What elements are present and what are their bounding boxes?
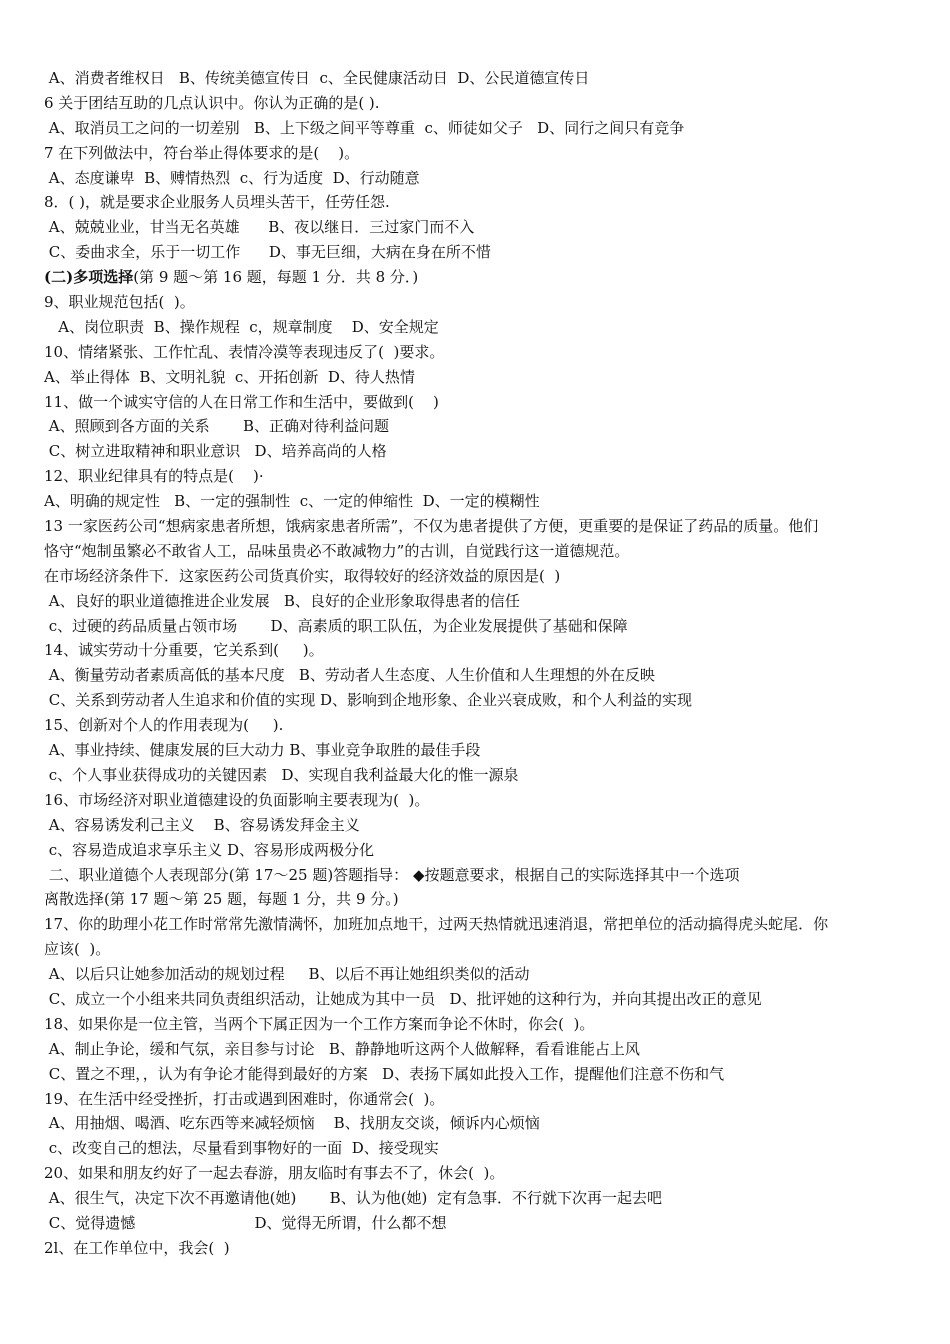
text-line: A、举止得体 B、文明礼貌 c、开拓创新 D、待人热情 bbox=[44, 367, 415, 386]
section-heading-note: (第 9 题～第 16 题，每题 1 分．共 8 分．) bbox=[133, 268, 419, 287]
text-line: C、觉得遗憾 D、觉得无所谓，什么都不想 bbox=[44, 1213, 447, 1232]
text-line: A、很生气，决定下次不再邀请他(她) B、认为他(她) 定有急事．不行就下次再一起去吧 bbox=[44, 1189, 662, 1208]
text-line: 2l、在工作单位中，我会( ) bbox=[44, 1238, 230, 1257]
text-line: C、成立一个小组来共同负责组织活动，让她成为其中一员 D、批评她的这种行为，并向其提出改正的意见 bbox=[44, 989, 762, 1008]
text-line: 19、在生活中经受挫折，打击或遇到困难时，你通常会( )。 bbox=[44, 1089, 445, 1108]
text-line bbox=[44, 265, 922, 290]
text-line: A、衡量劳动者素质高低的基本尺度 B、劳动者人生态度、人生价值和人生理想的外在反映 bbox=[44, 666, 655, 685]
text-line: C、树立进取精神和职业意识 D、培养高尚的人格 bbox=[44, 442, 387, 461]
text-line: 20、如果和朋友约好了一起去春游，朋友临时有事去不了，休会( )。 bbox=[44, 1164, 505, 1183]
text-line: 在市场经济条件下．这家医药公司货真价实，取得较好的经济效益的原因是( ) bbox=[44, 566, 561, 585]
text-line: 17、你的助理小花工作时常常先激情满怀，加班加点地干，过两天热情就迅速消退，常把单位的活动搞得虎头蛇尾．你 bbox=[44, 915, 829, 934]
text-line: 15、创新对个人的作用表现为( ). bbox=[44, 716, 284, 735]
text-line: 16、市场经济对职业道德建设的负面影响主要表现为( )。 bbox=[44, 790, 430, 809]
text-line: 18、如果你是一位主管，当两个下属正因为一个工作方案而争论不休时，你会( )。 bbox=[44, 1014, 595, 1033]
text-line: A、取消员工之问的一切差别 B、上下级之间平等尊重 c、师徒如父子 D、同行之间只有竞争 bbox=[44, 118, 685, 137]
text-line: 7 在下列做法中，符台举止得体要求的是( )。 bbox=[44, 143, 360, 162]
text-line: A、岗位职责 B、操作规程 c，规章制度 D、安全规定 bbox=[44, 317, 439, 336]
text-line: A、兢兢业业，甘当无名英雄 B、夜以继日．三过家门而不入 bbox=[44, 218, 475, 237]
text-line: 离散选择(第 17 题～第 25 题，每题 1 分，共 9 分。) bbox=[44, 890, 399, 909]
text-line: C、关系到劳动者人生追求和价值的实现 D、影响到企地形象、企业兴衰成败，和个人利益的实现 bbox=[44, 691, 693, 710]
text-line: A、事业持续、健康发展的巨大动力 B、事业竞争取胜的最佳手段 bbox=[44, 741, 481, 760]
text-line: 8．( )，就是要求企业服务人员埋头苦干，任劳任怨. bbox=[44, 193, 390, 212]
text-line: 12、职业纪律具有的特点是( )· bbox=[44, 467, 264, 486]
text-line: 13 一家医药公司“想病家患者所想，饿病家患者所需”，不仅为患者提供了方便，更重要的是保证了药品的质量。他们 bbox=[44, 517, 819, 536]
text-line: C、委曲求全，乐于一切工作 D、事无巨细，大病在身在所不惜 bbox=[44, 243, 491, 262]
text-line: A、消费者维权日 B、传统美德宣传日 c、全民健康活动日 D、公民道德宣传日 bbox=[44, 69, 590, 87]
text-line: A、态度谦卑 B、赙情热烈 c、行为适度 D、行动随意 bbox=[44, 168, 420, 187]
text-line: A、容易诱发利己主义 B、容易诱发拜金主义 bbox=[44, 815, 360, 834]
text-line: 二、职业道德个人表现部分(第 17～25 题)答题指导： ◆按题意要求，根据自己的实际选择其中一个选项 bbox=[44, 865, 740, 884]
text-line: 10、情绪紧张、工作忙乱、表情冷漠等表现违反了( )要求。 bbox=[44, 342, 445, 361]
text-line: c、改变自己的想法，尽量看到事物好的一面 D、接受现实 bbox=[44, 1139, 439, 1158]
text-line: c、过硬的药品质量占领市场 D、高素质的职工队伍，为企业发展提供了基础和保障 bbox=[44, 616, 628, 635]
text-line: c、个人事业获得成功的关键因素 D、实现自我利益最大化的惟一源泉 bbox=[44, 765, 519, 784]
text-line: C、置之不理，，认为有争论才能得到最好的方案 D、表扬下属如此投入工作，提醒他们注意不伤和气 bbox=[44, 1064, 725, 1083]
text-line: 14、诚实劳动十分重要，它关系到( )。 bbox=[44, 641, 324, 660]
text-line: A、制止争论，缓和气氛，亲目参与讨论 B、静静地听这两个人做解释，看看谁能占上风 bbox=[44, 1039, 640, 1058]
text-line: A、明确的规定性 B、一定的强制性 c、一定的伸缩性 D、一定的模糊性 bbox=[44, 492, 540, 511]
text-line: 6 关于团结互助的几点认识中。你认为正确的是( ). bbox=[44, 93, 380, 112]
text-line: 9、职业规范包括( )。 bbox=[44, 293, 195, 312]
text-line: A、以后只让她参加活动的规划过程 B、以后不再让她组织类似的活动 bbox=[44, 965, 530, 984]
text-line: 应该( )。 bbox=[44, 940, 111, 959]
text-line: c、容易造成追求享乐主义 D、容易形成两极分化 bbox=[44, 840, 374, 859]
text-line: 恪守“炮制虽繁必不敢省人工，品味虽贵必不敢减物力”的古训，自觉践行这一道德规范。 bbox=[44, 541, 630, 560]
text-line: A、良好的职业道德推进企业发展 B、良好的企业形象取得患者的信任 bbox=[44, 591, 520, 610]
text-line: 11、做一个诚实守信的人在日常工作和生活中，要做到( ) bbox=[44, 392, 439, 411]
section-heading-label: (二)多项选择 bbox=[44, 268, 134, 287]
text-line: A、照顾到各方面的关系 B、正确对待利益问题 bbox=[44, 417, 390, 436]
text-line: A、用抽烟、喝酒、吃东西等来减轻烦恼 B、找朋友交谈，倾诉内心烦恼 bbox=[44, 1114, 540, 1133]
